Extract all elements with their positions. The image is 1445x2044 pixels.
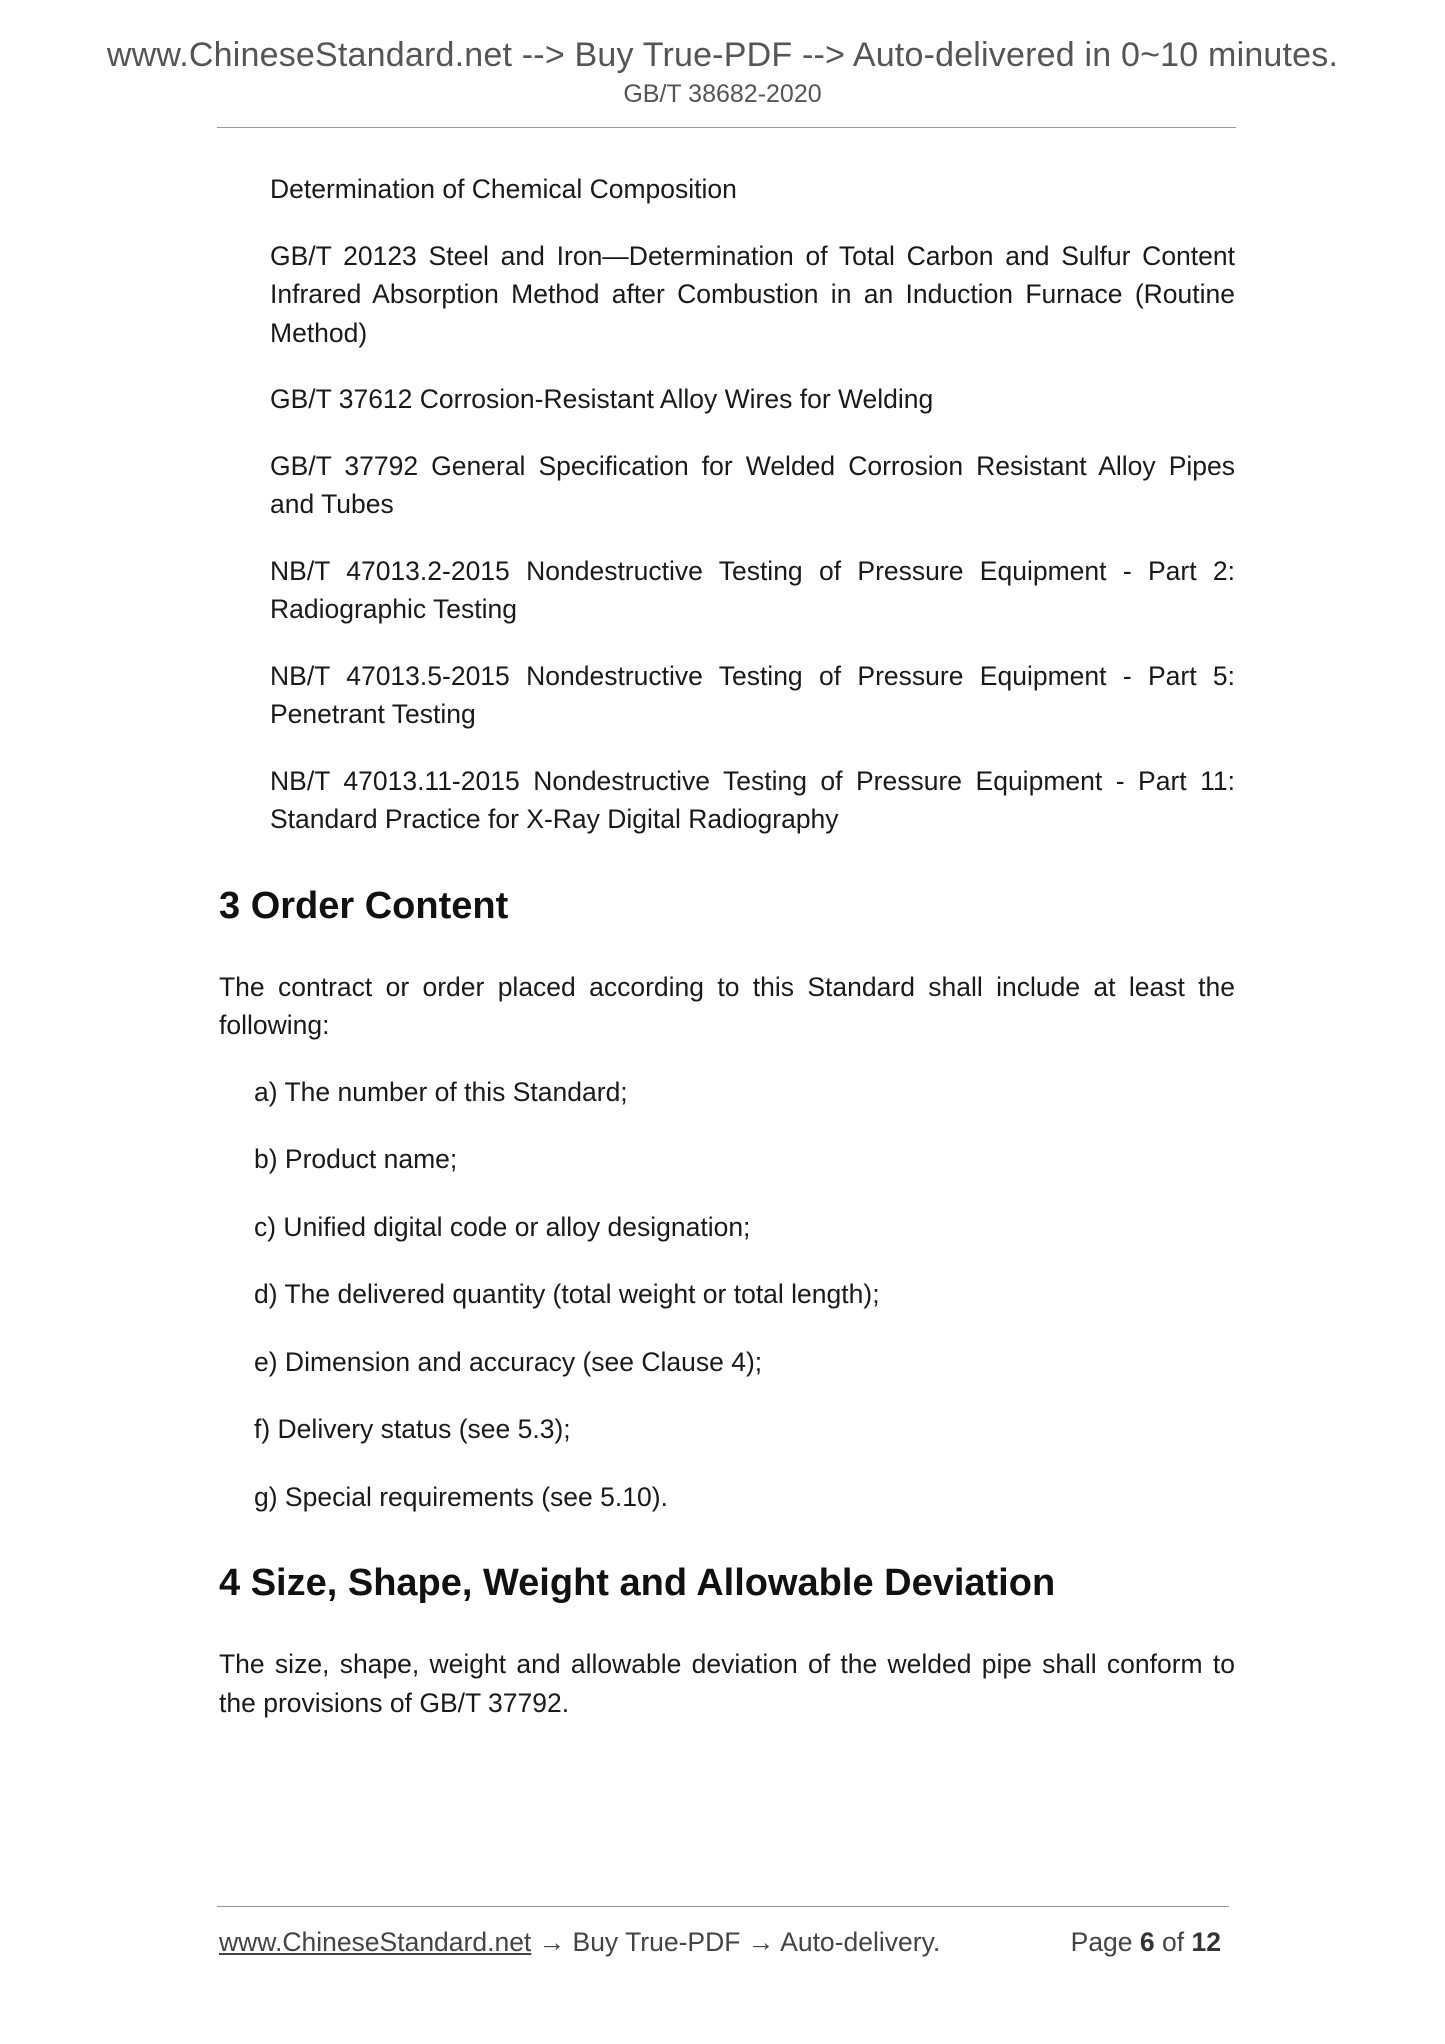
section-4-body: The size, shape, weight and allowable deviation of the welded pipe shall conform to the provisions of GB/T 37792.: [219, 1649, 1235, 1718]
list-item: g) Special requirements (see 5.10).: [254, 1481, 668, 1512]
reference-item: GB/T 20123 Steel and Iron—Determination of Total Carbon and Sulfur Content Infrared Absorption Method after Combustion in an Induction Furnace (Routine Method): [270, 240, 1235, 348]
page-total: 12: [1191, 1927, 1221, 1957]
footer-tagline: → Buy True-PDF → Auto-delivery.: [531, 1927, 941, 1957]
list-item: e) Dimension and accuracy (see Clause 4);: [254, 1346, 763, 1377]
page-content: [219, 170, 1235, 1750]
footer-website-link[interactable]: www.ChineseStandard.net: [219, 1927, 532, 1957]
list-item: d) The delivered quantity (total weight or total length);: [254, 1279, 880, 1309]
page-indicator: [1071, 1924, 1221, 1960]
page-current: 6: [1139, 1927, 1155, 1957]
footer: [219, 1924, 1229, 1960]
header-standard-number: GB/T 38682-2020: [623, 80, 822, 108]
list-item: f) Delivery status (see 5.3);: [254, 1414, 571, 1444]
normative-references-list: [219, 170, 1235, 839]
header-banner: www.ChineseStandard.net --> Buy True-PDF --> Auto-delivered in 0~10 minutes.: [106, 36, 1339, 74]
section-4-heading: 4 Size, Shape, Weight and Allowable Deviation: [219, 1562, 1056, 1604]
list-item: b) Product name;: [254, 1144, 458, 1174]
reference-item: NB/T 47013.11-2015 Nondestructive Testing of Pressure Equipment - Part 11: Standard Practice for X-Ray Digital Radiography: [270, 765, 1235, 834]
footer-divider: [217, 1906, 1229, 1907]
header-divider: [217, 127, 1236, 128]
page-label: Page: [1070, 1927, 1133, 1957]
order-content-list: [219, 1073, 1235, 1517]
section-3-heading: 3 Order Content: [219, 884, 509, 927]
reference-item: NB/T 47013.2-2015 Nondestructive Testing of Pressure Equipment - Part 2: Radiographic Testing: [270, 555, 1235, 624]
list-item: c) Unified digital code or alloy designation;: [254, 1211, 751, 1242]
section-3-intro: The contract or order placed according to this Standard shall include at least the following:: [219, 971, 1235, 1040]
reference-item: Determination of Chemical Composition: [270, 174, 737, 204]
reference-item: GB/T 37792 General Specification for Welded Corrosion Resistant Alloy Pipes and Tubes: [270, 450, 1235, 519]
page-of-label: of: [1162, 1927, 1185, 1957]
reference-item: GB/T 37612 Corrosion-Resistant Alloy Wires for Welding: [270, 384, 934, 414]
reference-item: NB/T 47013.5-2015 Nondestructive Testing of Pressure Equipment - Part 5: Penetrant Testing: [270, 660, 1235, 729]
list-item: a) The number of this Standard;: [254, 1076, 628, 1107]
